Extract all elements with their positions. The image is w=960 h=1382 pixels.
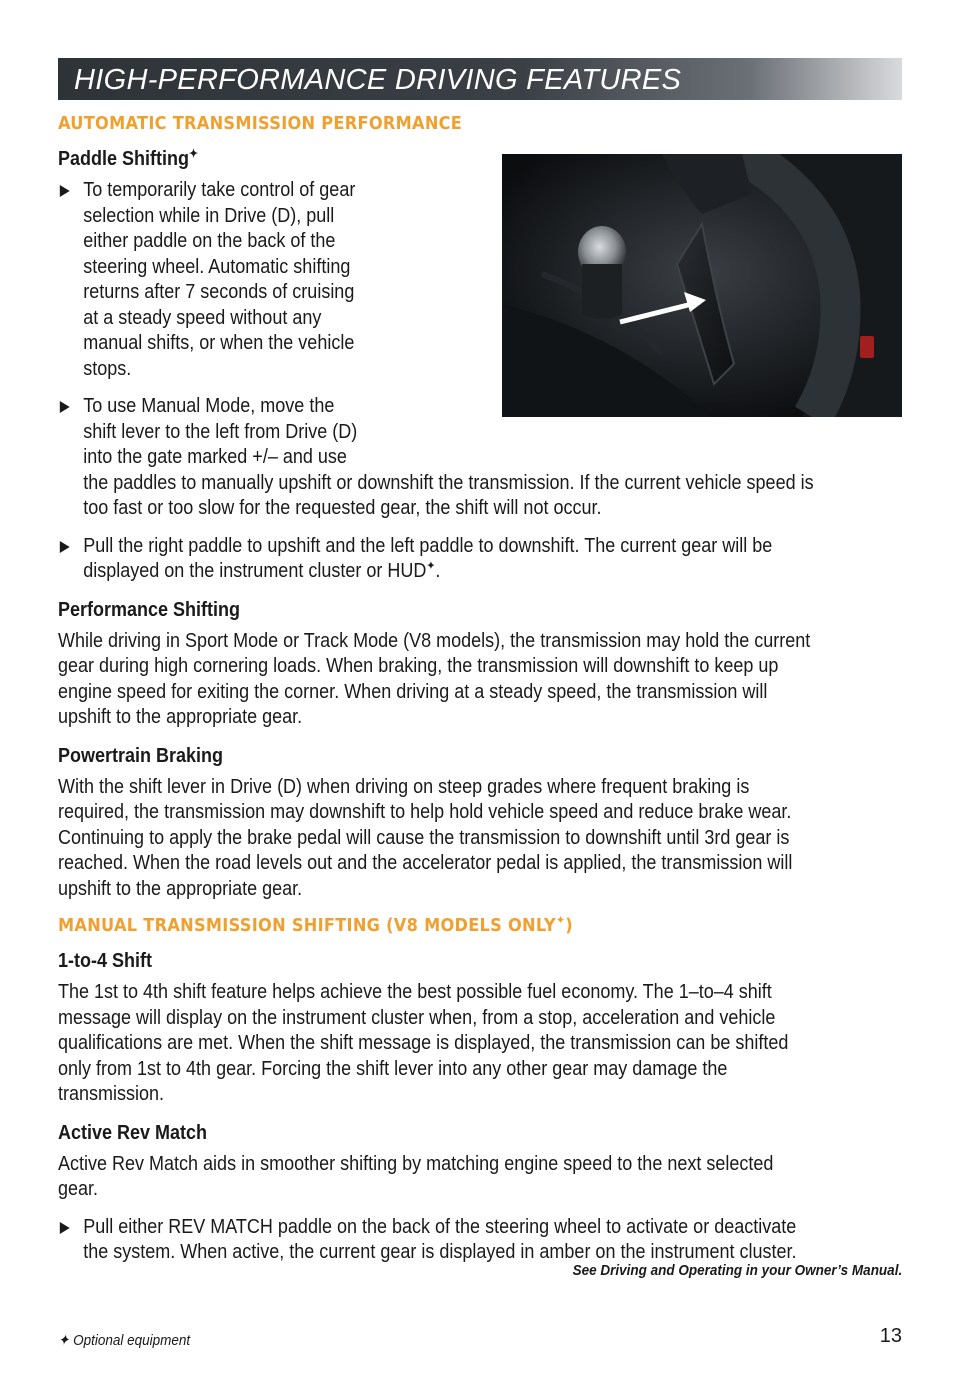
banner-title: HIGH-PERFORMANCE DRIVING FEATURES bbox=[74, 64, 682, 96]
manual-transmission-heading: MANUAL TRANSMISSION SHIFTING (V8 MODELS ONLY✦) bbox=[58, 913, 573, 936]
optional-mark: ✦ bbox=[189, 146, 199, 161]
powertrain-braking-title: Powertrain Braking bbox=[58, 744, 224, 767]
powertrain-braking-text: With the shift lever in Drive (D) when driving on steep grades where frequent braking is required, the transmission may downshift to help hold vehicle speed and reduce brake wear. Continuing to apply the brake pedal will cause the transmission to downshift until 3rd gear is reached. When the road levels out and the accelerator pedal is applied, the transmission will upshift to the appropriate gear. bbox=[58, 775, 793, 900]
paddle-bullet-1: To temporarily take control of gear selection while in Drive (D), pull either paddle on the back of the steering wheel. Automatic shifting returns after 7 seconds of cruising at a steady speed without any manual shifts, or when the vehicle stops. bbox=[58, 178, 818, 382]
rev-match-text: Active Rev Match aids in smoother shifting by matching engine speed to the next selected gear. bbox=[58, 1152, 774, 1200]
automatic-transmission-heading: AUTOMATIC TRANSMISSION PERFORMANCE bbox=[58, 113, 463, 134]
bullet-arrow-icon bbox=[60, 1222, 70, 1234]
optional-mark: ✦ bbox=[555, 913, 566, 927]
paddle-bullet-2: To use Manual Mode, move the shift lever to the left from Drive (D) into the gate marked +/– and use the paddles to manually upshift or downshift the transmission. If the current vehicle speed is too fast or too slow for the requested gear, the shift will not occur. bbox=[58, 394, 818, 522]
see-owners-manual-note: See Driving and Operating in your Owner’s Manual. bbox=[572, 1262, 902, 1279]
performance-shifting-title: Performance Shifting bbox=[58, 598, 241, 621]
one-to-four-title: 1-to-4 Shift bbox=[58, 950, 152, 972]
performance-shifting-text: While driving in Sport Mode or Track Mode (V8 models), the transmission may hold the current gear during high cornering loads. When braking, the transmission will downshift to keep up engine speed for exiting the corner. When driving at a steady speed, the transmission will upshift to the appropriate gear. bbox=[58, 629, 811, 728]
optional-equipment-footnote: ✦ Optional equipment bbox=[58, 1332, 191, 1349]
section-banner bbox=[58, 58, 902, 100]
optional-mark: ✦ bbox=[58, 1332, 70, 1349]
paddle-bullet-3: Pull the right paddle to upshift and the left paddle to downshift. The current gear will be displayed on the instrument cluster or HUD✦. bbox=[58, 534, 818, 585]
paddle-shifting-title: Paddle Shifting✦ bbox=[58, 146, 199, 170]
steering-wheel-illustration bbox=[502, 154, 902, 417]
paddle-shifter-photo bbox=[502, 154, 902, 417]
rev-match-title: Active Rev Match bbox=[58, 1121, 208, 1144]
optional-mark: ✦ bbox=[426, 558, 436, 573]
one-to-four-text: The 1st to 4th shift feature helps achieve the best possible fuel economy. The 1–to–4 shift message will display on the instrument cluster when, from a stop, acceleration and vehicle qualifications are met. When the shift message is displayed, the transmission can be shifted only from 1st to 4th gear. Forcing the shift lever into any other gear may damage the transmission. bbox=[58, 981, 789, 1105]
rev-match-bullet: Pull either REV MATCH paddle on the back of the steering wheel to activate or deactivate the system. When active, the current gear is displayed in amber on the instrument cluster. bbox=[58, 1215, 818, 1266]
bullet-arrow-icon bbox=[60, 185, 70, 197]
bullet-arrow-icon bbox=[60, 401, 70, 413]
bullet-arrow-icon bbox=[60, 541, 70, 553]
page-number: 13 bbox=[879, 1325, 902, 1347]
